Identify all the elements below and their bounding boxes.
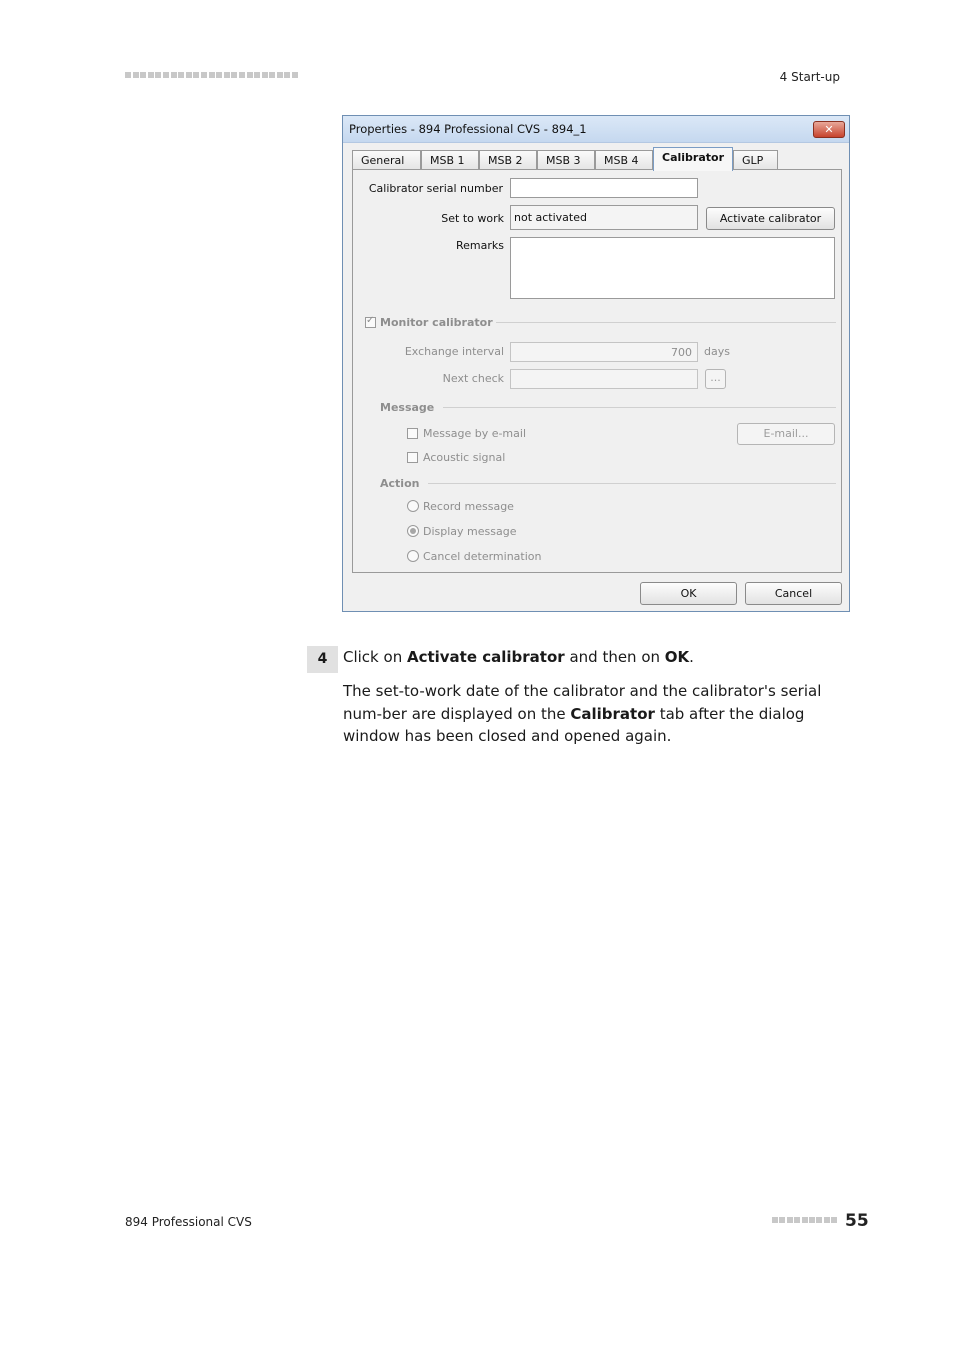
record-message-radio[interactable]	[407, 500, 419, 512]
dialog-title: Properties - 894 Professional CVS - 894_1	[349, 122, 587, 136]
set-to-work-field: not activated	[510, 205, 698, 230]
acoustic-signal-label: Acoustic signal	[423, 451, 506, 464]
calibrator-panel	[352, 169, 842, 573]
step-text-3: .	[689, 648, 694, 666]
tab-msb3[interactable]: MSB 3	[537, 150, 595, 170]
remarks-textarea[interactable]	[510, 237, 835, 299]
remarks-label: Remarks	[456, 239, 504, 252]
ok-button[interactable]: OK	[640, 582, 737, 605]
display-message-radio[interactable]	[407, 525, 419, 537]
tab-general[interactable]: General	[352, 150, 421, 170]
footer-product: 894 Professional CVS	[125, 1215, 252, 1229]
exchange-unit: days	[704, 345, 730, 358]
action-divider	[428, 483, 836, 484]
tab-msb4[interactable]: MSB 4	[595, 150, 653, 170]
tab-msb2[interactable]: MSB 2	[479, 150, 537, 170]
acoustic-signal-checkbox[interactable]	[407, 452, 418, 463]
exchange-interval-input[interactable]: 700	[510, 342, 698, 362]
message-group-title: Message	[380, 401, 435, 414]
cancel-determination-label: Cancel determination	[423, 550, 542, 563]
activate-calibrator-button[interactable]: Activate calibrator	[706, 207, 835, 230]
dialog-titlebar	[343, 116, 849, 143]
display-message-label: Display message	[423, 525, 517, 538]
serial-input[interactable]	[510, 178, 698, 198]
monitor-checkbox[interactable]	[365, 317, 376, 328]
result-paragraph	[343, 680, 848, 748]
next-check-label: Next check	[442, 372, 504, 385]
footer-decoration	[772, 1217, 842, 1225]
monitor-divider	[496, 322, 836, 323]
message-divider	[443, 407, 836, 408]
step-text-1: Click on	[343, 648, 407, 666]
tab-glp[interactable]: GLP	[733, 150, 778, 170]
cancel-determination-radio[interactable]	[407, 550, 419, 562]
step-instruction	[343, 648, 694, 666]
serial-label: Calibrator serial number	[368, 182, 503, 195]
set-to-work-label: Set to work	[441, 212, 504, 225]
message-email-checkbox[interactable]	[407, 428, 418, 439]
properties-dialog	[342, 115, 850, 612]
step-bold-activate: Activate calibrator	[406, 648, 565, 666]
para-text-2: tab after the dialog window has been closed and opened again.	[343, 704, 805, 745]
chapter-heading: 4 Start-up	[779, 70, 840, 84]
step-number: 4	[307, 646, 338, 673]
step-bold-ok: OK	[664, 648, 690, 666]
email-button[interactable]: E-mail...	[737, 423, 835, 445]
step-text-2: and then on	[564, 648, 665, 666]
message-email-label: Message by e-mail	[423, 427, 527, 440]
exchange-interval-label: Exchange interval	[404, 345, 504, 358]
para-bold-calibrator: Calibrator	[570, 704, 655, 723]
page-number: 55	[845, 1211, 869, 1231]
next-check-input[interactable]	[510, 369, 698, 389]
header-decoration	[125, 72, 307, 80]
close-icon[interactable]: ✕	[813, 121, 845, 138]
cancel-button[interactable]: Cancel	[745, 582, 842, 605]
monitor-calibrator-label: Monitor calibrator	[380, 316, 493, 329]
action-group-title: Action	[380, 477, 420, 490]
tab-msb1[interactable]: MSB 1	[421, 150, 479, 170]
tab-calibrator[interactable]: Calibrator	[653, 147, 733, 171]
record-message-label: Record message	[423, 500, 514, 513]
para-text-1: The set-to-work date of the calibrator and the calibrator's serial num-ber are displayed on the	[343, 682, 822, 723]
next-check-ellipsis-button[interactable]: ...	[705, 369, 726, 389]
